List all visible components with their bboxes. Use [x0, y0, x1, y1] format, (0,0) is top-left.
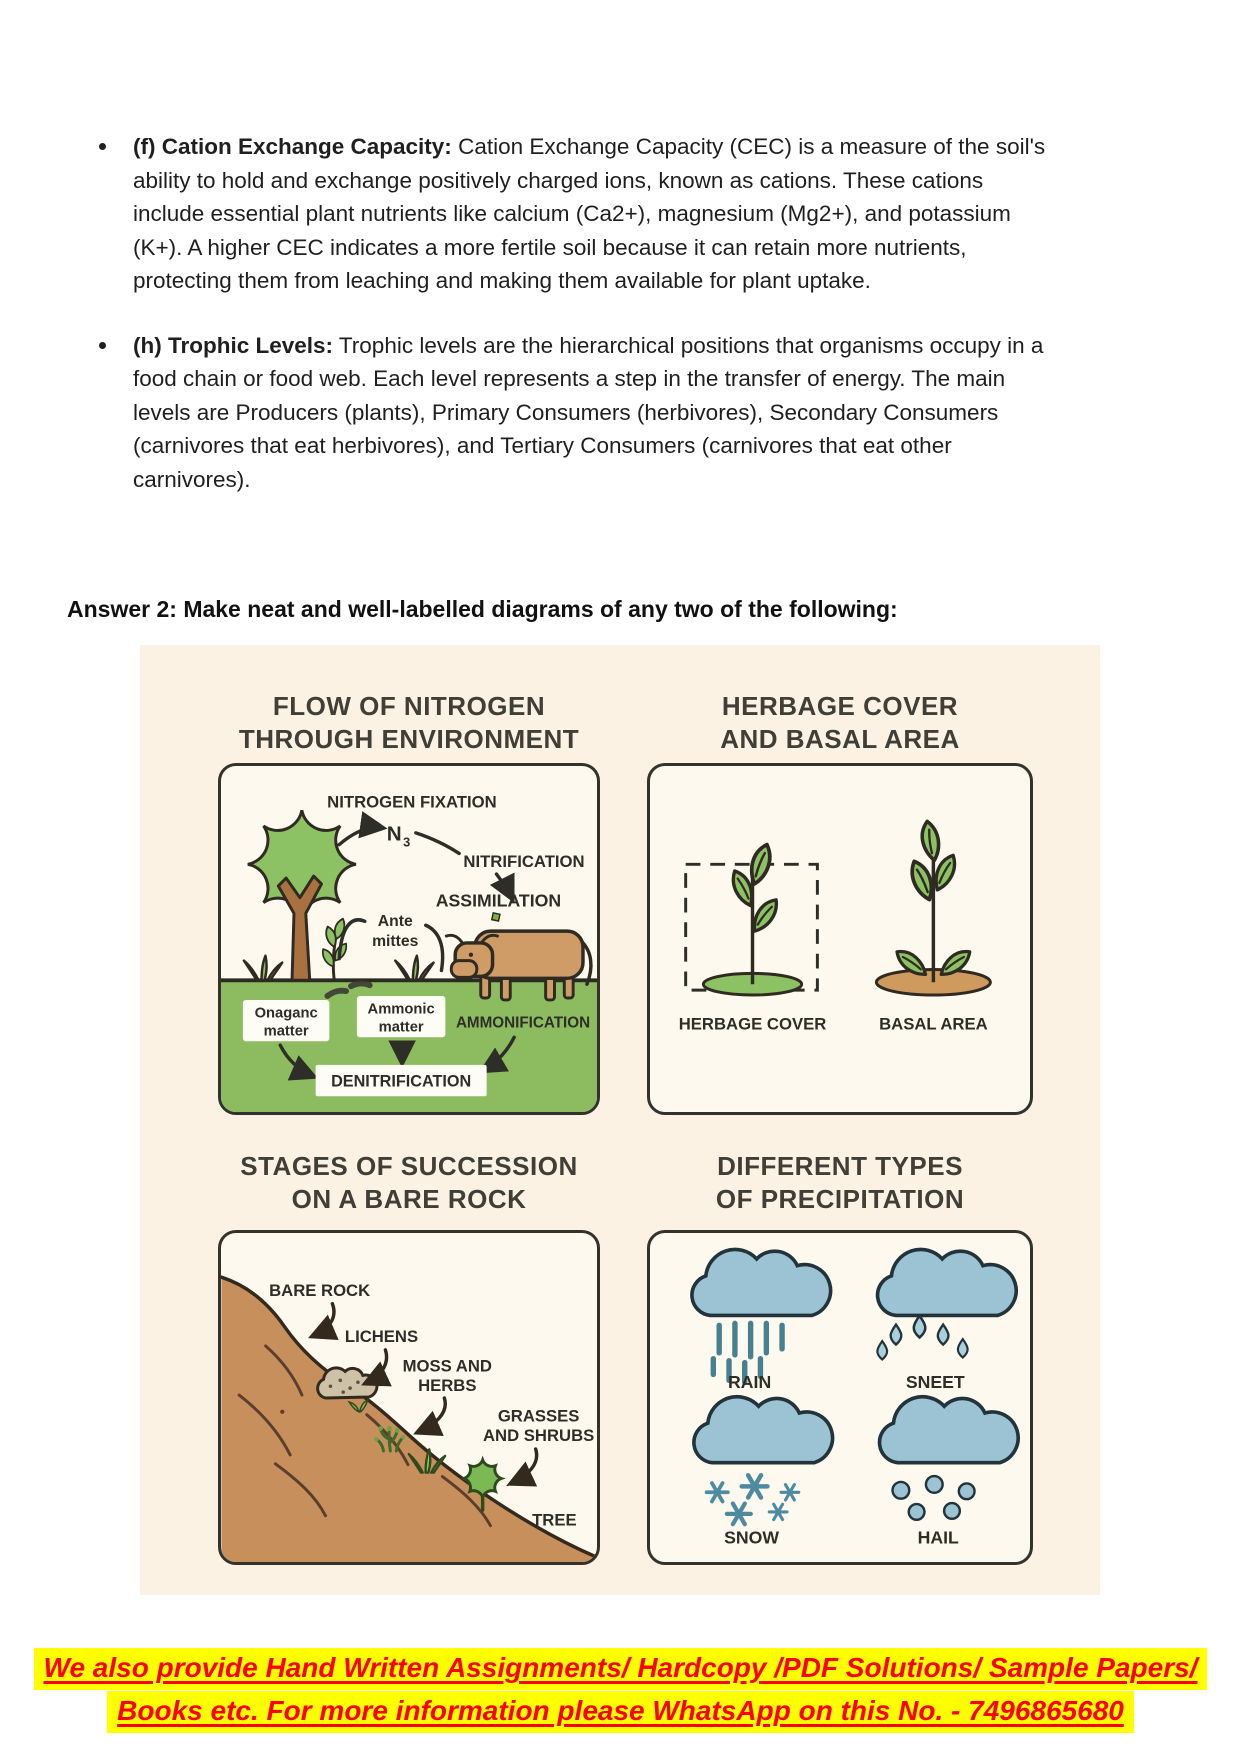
promo-line-2	[0, 1691, 1241, 1733]
small-leaf-bit-icon	[492, 913, 500, 921]
title-line: FLOW OF NITROGEN	[272, 691, 546, 721]
cloud-icon	[692, 1249, 831, 1315]
nitrogen-cycle-panel	[218, 763, 600, 1115]
tree-label: TREE	[532, 1510, 577, 1530]
cloud-icon	[694, 1397, 833, 1463]
basal-area-label: BASAL AREA	[879, 1014, 988, 1034]
snowflakes-icon	[707, 1475, 799, 1524]
precipitation-drawing	[650, 1233, 1030, 1562]
promo-text-2: Books etc. For more information please WhatsApp on this No. - 7496865680	[107, 1691, 1134, 1733]
nitrogen-cycle-drawing	[221, 766, 597, 1112]
sleet-drops-icon	[877, 1316, 967, 1360]
title-line: THROUGH ENVIRONMENT	[238, 724, 580, 754]
ante-label-line2: mittes	[372, 932, 419, 950]
hail-label: HAIL	[917, 1527, 959, 1548]
title-line: DIFFERENT TYPES	[717, 1151, 963, 1181]
snow-label: SNOW	[724, 1527, 780, 1548]
assimilation-label: ASSIMILATION	[435, 890, 562, 911]
title-line: STAGES OF SUCCESSION	[240, 1151, 578, 1181]
hailstones-icon	[893, 1476, 975, 1520]
title-line: OF PRECIPITATION	[715, 1184, 965, 1214]
bullet-lead: (h) Trophic Levels:	[133, 332, 334, 358]
bullet-dot	[99, 342, 106, 349]
n3-label: N	[386, 822, 402, 846]
succession-panel	[218, 1230, 600, 1565]
basal-area-plant-icon	[876, 821, 990, 995]
rain-label: RAIN	[728, 1372, 772, 1393]
herbage-basal-drawing	[650, 766, 1030, 1112]
herbage-cover-plant-icon	[703, 844, 801, 995]
lichens-label: LICHENS	[344, 1327, 419, 1347]
promo-text-1: We also provide Hand Written Assignments/ Hardcopy /PDF Solutions/ Sample Papers/	[34, 1648, 1208, 1690]
grass-tuft-icon	[395, 956, 433, 981]
herbage-basal-panel	[647, 763, 1033, 1115]
ante-label-line1: Ante	[377, 913, 413, 931]
bullet-item-trophic	[67, 329, 1052, 497]
promo-footer	[0, 1648, 1241, 1734]
moss-herbs-label-line1: MOSS AND	[402, 1356, 492, 1376]
bullet-item-cec	[67, 130, 1052, 298]
succession-drawing	[221, 1233, 597, 1562]
n3-subscript: 3	[403, 834, 411, 850]
organic-matter-line1: Onaganc	[254, 1005, 318, 1022]
bare-rock-label: BARE ROCK	[269, 1280, 371, 1300]
herbage-diagram-title	[647, 690, 1033, 756]
fixation-arrow	[339, 828, 382, 845]
title-line: AND BASAL AREA	[720, 724, 960, 754]
bullet-lead: (f) Cation Exchange Capacity:	[133, 134, 452, 159]
grass-tuft-icon	[244, 956, 282, 981]
denitrification-label: DENITRIFICATION	[331, 1072, 472, 1091]
sneet-label: SNEET	[905, 1372, 965, 1393]
precipitation-panel	[647, 1230, 1033, 1565]
succession-diagram-title	[218, 1150, 600, 1216]
nitrification-label: NITRIFICATION	[463, 852, 585, 872]
ammonic-matter-line1: Ammonic	[367, 1001, 435, 1018]
cloud-icon	[880, 1397, 1019, 1463]
ammonic-matter-line2: matter	[378, 1019, 424, 1036]
diagrams-figure	[140, 645, 1100, 1595]
grasses-shrubs-label-line1: GRASSES	[497, 1406, 580, 1426]
title-line: ON A BARE ROCK	[291, 1184, 527, 1214]
bullet-text: Cation Exchange Capacity (CEC) is a measure of the soil's ability to hold and exchange positively charged ions, known as cations. These cations include essential plant nutrients like calcium (Ca2+), magnesium (Mg2+), and potassium (K+). A higher CEC indicates a more fertile soil because it can retain more nutrients, protecting them from leaching and making them available for plant uptake.	[133, 134, 1046, 293]
organic-matter-line2: matter	[263, 1023, 309, 1040]
nitrogen-fixation-label: NITROGEN FIXATION	[327, 792, 497, 812]
bullet-dot	[99, 143, 106, 150]
moss-herbs-label-line2: HERBS	[418, 1376, 477, 1396]
precipitation-diagram-title	[647, 1150, 1033, 1216]
nitrification-line	[416, 833, 459, 854]
ammonification-label: AMMONIFICATION	[455, 1014, 591, 1032]
herbage-cover-label: HERBAGE COVER	[678, 1014, 827, 1034]
answer-heading: Answer 2: Make neat and well-labelled diagrams of any two of the following:	[67, 596, 898, 623]
title-line: HERBAGE COVER	[721, 691, 959, 721]
promo-line-1	[0, 1648, 1241, 1690]
bullet-list	[67, 130, 1052, 527]
grasses-shrubs-label-line2: AND SHRUBS	[483, 1426, 595, 1446]
cloud-icon	[878, 1249, 1017, 1315]
bullet-text: Trophic levels are the hierarchical positions that organisms occupy in a food chain or food web. Each level represents a step in the transfer of energy. The main levels are Producers (plants), Primary Consumers (herbivores), Secondary Consumers (carnivores that eat herbivores), and Tertiary Consumers (carnivores that eat other carnivores).	[133, 332, 1044, 492]
nitrogen-diagram-title	[218, 690, 600, 756]
